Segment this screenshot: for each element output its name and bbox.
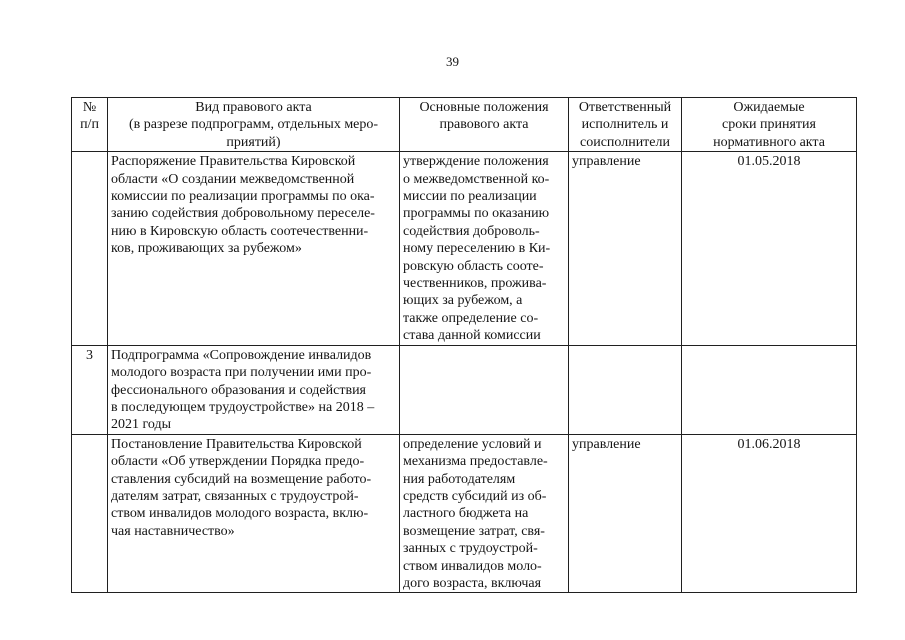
table-row [72,345,857,434]
row-responsible [569,345,682,434]
row-deadline [682,345,857,434]
row-responsible: управление [569,152,682,345]
row-act-type: Постановление Правительства Кировской области «Об утверждении Порядка предо- ставления субсидий на возмещение работо- дателям затрат, связанных с трудоустрой- ством инвалидов молодого возраста, вклю- чая наставничество» [108,434,400,593]
table-row [72,152,857,345]
header-provisions: Основные положения правового акта [400,98,569,152]
row-provisions: определение условий и механизма предоставле- ния работодателям средств субсидий из об- ластного бюджета на возмещение затрат, свя- занных с трудоустрой- ством инвалидов моло- дого возраста, включая [400,434,569,593]
row-deadline: 01.05.2018 [682,152,857,345]
header-responsible: Ответственный исполнитель и соисполнители [569,98,682,152]
row-deadline: 01.06.2018 [682,434,857,593]
header-num: № п/п [72,98,108,152]
row-num [72,152,108,345]
row-act-type: Распоряжение Правительства Кировской области «О создании межведомственной комиссии по реализации программы по ока- занию содействия добровольному переселе- нию в Кировскую область соотечественни- ков, проживающих за рубежом» [108,152,400,345]
row-num: 3 [72,345,108,434]
table-row [72,434,857,593]
row-act-type: Подпрограмма «Сопровождение инвалидов молодого возраста при получении ими про- фессионального образования и содействия в последующем трудоустройстве» на 2018 – 2021 годы [108,345,400,434]
row-responsible: управление [569,434,682,593]
legal-acts-table [71,97,857,593]
page-number: 39 [446,54,459,69]
table-header-row [72,98,857,152]
header-deadline: Ожидаемые сроки принятия нормативного акта [682,98,857,152]
header-act-type: Вид правового акта (в разрезе подпрограмм, отдельных меро- приятий) [108,98,400,152]
row-provisions: утверждение положения о межведомственной ко- миссии по реализации программы по оказанию содействия доброволь- ному переселению в Ки- ровскую область сооте- чественников, прожива- ющих за рубежом, а также определение со- става данной комиссии [400,152,569,345]
row-num [72,434,108,593]
row-provisions [400,345,569,434]
